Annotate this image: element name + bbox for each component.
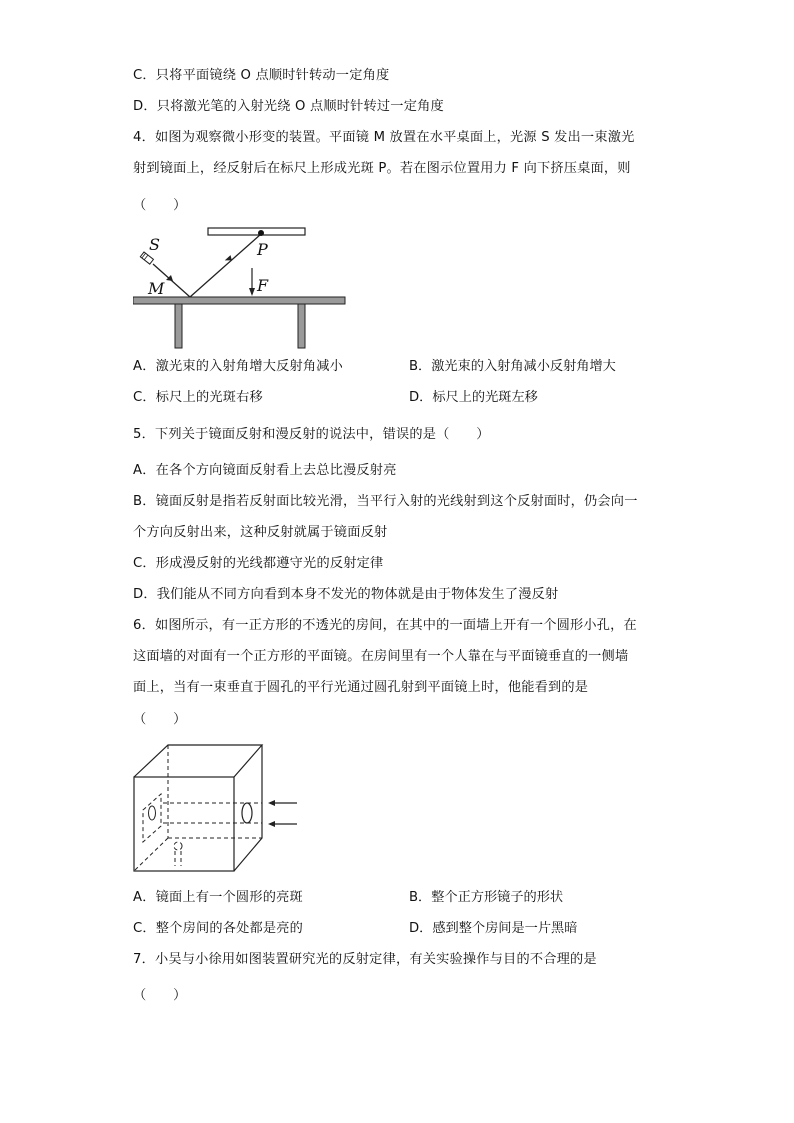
q6-option-d: D．感到整个房间是一片黑暗 (409, 921, 578, 936)
label-m: M (148, 279, 165, 298)
q5-stem: 5．下列关于镜面反射和漫反射的说法中，错误的是（ ） (133, 427, 490, 442)
q7-stem: 7．小吴与小徐用如图装置研究光的反射定律，有关实验操作与目的不合理的是 (133, 952, 597, 967)
q6-figure-room-cube (131, 742, 303, 874)
q3-option-c: C．只将平面镜绕 O 点顺时针转动一定角度 (133, 68, 390, 83)
q4-option-c: C．标尺上的光斑右移 (133, 390, 263, 405)
mirror (143, 794, 161, 842)
q5-option-d: D．我们能从不同方向看到本身不发光的物体就是由于物体发生了漫反射 (133, 587, 559, 602)
label-s: S (149, 235, 160, 254)
q6-figure-svg (131, 742, 303, 874)
q7-answer-bracket: （ ） (133, 988, 187, 1003)
q5-option-a: A．在各个方向镜面反射看上去总比漫反射亮 (133, 463, 397, 478)
q4-figure-mirror-table (133, 224, 349, 350)
q4-answer-bracket: （ ） (133, 198, 187, 213)
table-leg-left (175, 304, 182, 348)
q6-option-b: B．整个正方形镜子的形状 (409, 890, 564, 905)
q5-option-b-line1: B．镜面反射是指若反射面比较光滑，当平行入射的光线射到这个反射面时，仍会向一 (133, 494, 638, 509)
q6-answer-bracket: （ ） (133, 712, 187, 727)
round-hole (242, 803, 252, 823)
table-top (133, 297, 345, 304)
q3-option-d: D．只将激光笔的入射光绕 O 点顺时针转过一定角度 (133, 99, 444, 114)
scale-ruler (208, 228, 305, 235)
q4-option-a: A．激光束的入射角增大反射角减小 (133, 359, 344, 374)
person-head (174, 842, 182, 850)
mirror-spot (149, 806, 156, 820)
q4-option-d: D．标尺上的光斑左移 (409, 390, 538, 405)
q5-option-b-line2: 个方向反射出来，这种反射就属于镜面反射 (133, 525, 388, 540)
q4-option-b: B．激光束的入射角减小反射角增大 (409, 359, 616, 374)
q6-option-a: A．镜面上有一个圆形的亮斑 (133, 890, 303, 905)
q4-stem-line1: 4．如图为观察微小形变的装置。平面镜 M 放置在水平桌面上，光源 S 发出一束激光 (133, 130, 635, 145)
reflected-ray (190, 234, 261, 297)
hidden-edge-diagonal (134, 838, 168, 871)
force-arrow-head (249, 288, 255, 296)
cube-front-face (134, 777, 234, 871)
light-spot-p (258, 230, 264, 236)
reflected-arrow (225, 254, 233, 261)
label-p: P (257, 240, 268, 259)
light-arrow-bottom-head (268, 821, 275, 827)
q6-stem-line1: 6．如图所示，有一正方形的不透光的房间，在其中的一面墙上开有一个圆形小孔，在 (133, 618, 637, 633)
q6-stem-line2: 这面墙的对面有一个正方形的平面镜。在房间里有一个人靠在与平面镜垂直的一侧墙 (133, 649, 629, 664)
q5-option-c: C．形成漫反射的光线都遵守光的反射定律 (133, 556, 384, 571)
q4-stem-line2: 射到镜面上，经反射后在标尺上形成光斑 P。若在图示位置用力 F 向下挤压桌面，则 (133, 161, 631, 176)
table-leg-right (298, 304, 305, 348)
q6-stem-line3: 面上，当有一束垂直于圆孔的平行光通过圆孔射到平面镜上时，他能看到的是 (133, 680, 589, 695)
q4-figure-svg (133, 224, 349, 350)
cube-top-face (134, 745, 262, 777)
q6-option-c: C．整个房间的各处都是亮的 (133, 921, 304, 936)
cube-right-face (234, 745, 262, 871)
light-arrow-top-head (268, 800, 275, 806)
label-f: F (257, 276, 269, 295)
